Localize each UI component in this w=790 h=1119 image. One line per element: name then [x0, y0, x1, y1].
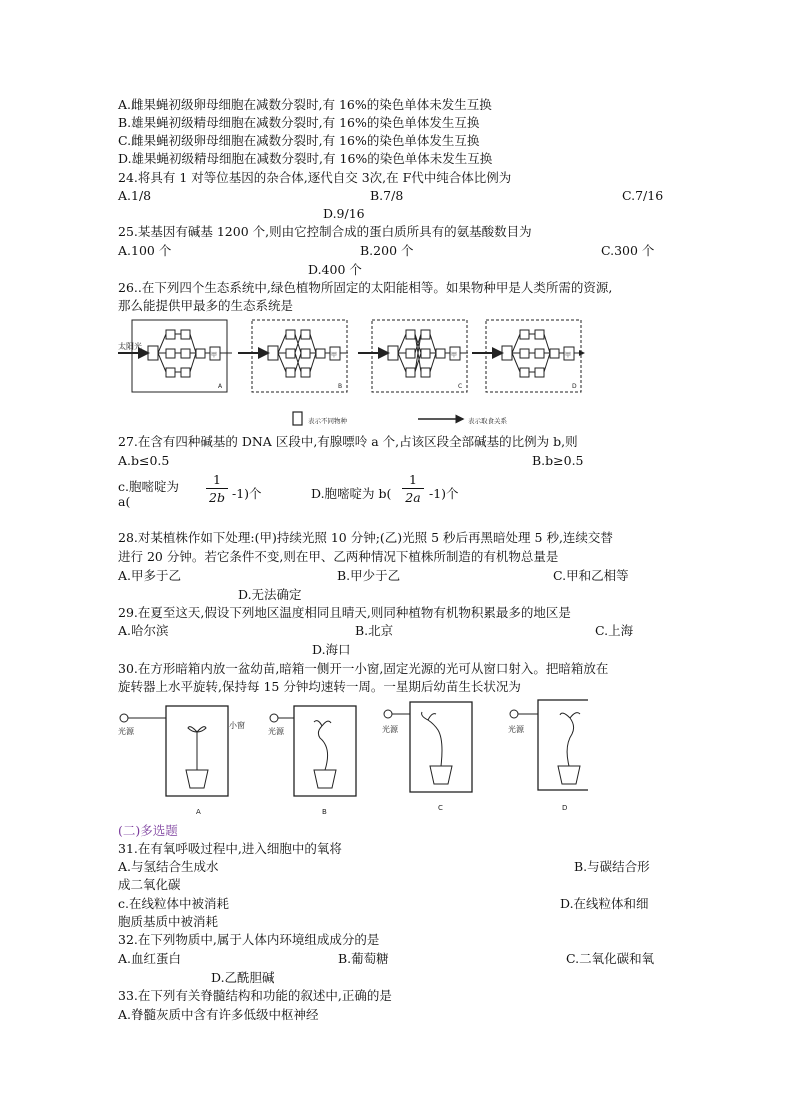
q27-option-d-fraction [402, 472, 424, 505]
q26-sun-label: 太阳光 [118, 342, 142, 351]
q28-option-b: B.甲少于乙 [337, 568, 401, 583]
q27-stem: 27.在含有四种碱基的 DNA 区段中,有腺嘌呤 a 个,占该区段全部碱基的比例为 b,则 [118, 434, 578, 449]
q28-option-a: A.甲多于乙 [118, 568, 182, 583]
q26-jia-label-c: 甲 [451, 352, 458, 359]
q31-stem: 31.在有氧呼吸过程中,进入细胞中的氧将 [118, 841, 342, 856]
q28-stem-1: 28.对某植株作如下处理:(甲)持续光照 10 分钟;(乙)光照 5 秒后再黑暗处理 5 秒,连续交替 [118, 530, 613, 545]
q27-option-c-paren: a( [118, 494, 131, 509]
q27-c-denominator: 2b [209, 490, 225, 505]
q30-light-label-a: 光源 [118, 727, 134, 736]
q31-option-c: c.在线粒体中被消耗 [118, 896, 229, 911]
q30-panel-label-a: A [196, 808, 201, 816]
q29-option-b: B.北京 [355, 623, 394, 638]
legend-arrow-label: 表示取食关系 [468, 417, 507, 425]
q25-option-a: A.100 个 [118, 243, 172, 258]
q30-panel-label-b: B [322, 808, 327, 816]
q30-panel-b [268, 706, 356, 816]
q23-option-c: C.雌果蝇初级卵母细胞在减数分裂时,有 16%的染色单体发生互换 [118, 133, 480, 148]
q30-panel-d [508, 700, 588, 812]
q30-panel-c [382, 702, 472, 812]
q32-stem: 32.在下列物质中,属于人体内环境组成成分的是 [118, 932, 380, 947]
q30-panel-a [118, 706, 245, 816]
q26-panel-label-a: A [218, 383, 223, 390]
q32-option-b: B.葡萄糖 [338, 951, 389, 966]
q29-option-a: A.哈尔滨 [118, 623, 169, 638]
q29-stem: 29.在夏至这天,假设下列地区温度相同且晴天,则同种植物有机物积累最多的地区是 [118, 605, 571, 620]
q25-option-b: B.200 个 [360, 243, 414, 258]
q32-option-d: D.乙酰胆碱 [211, 970, 275, 985]
q24-option-d: D.9/16 [323, 206, 365, 221]
q23-option-a: A.雌果蝇初级卵母细胞在减数分裂时,有 16%的染色单体未发生互换 [118, 97, 492, 112]
q27-option-d-suffix: -1)个 [429, 486, 459, 501]
q27-c-numerator: 1 [213, 472, 221, 487]
q23-option-d: D.雄果蝇初级精母细胞在减数分裂时,有 16%的染色单体未发生互换 [118, 151, 493, 166]
q30-window-label: 小窗 [229, 721, 245, 730]
q31-option-b-cont: 成二氧化碳 [118, 877, 181, 892]
q32-option-c: C.二氧化碳和氧 [566, 951, 655, 966]
q27-d-numerator: 1 [409, 472, 417, 487]
q30-stem-1: 30.在方形暗箱内放一盆幼苗,暗箱一侧开一小窗,固定光源的光可从窗口射入。把暗箱放在 [118, 661, 609, 676]
q31-option-a: A.与氢结合生成水 [118, 859, 219, 874]
q25-option-d: D.400 个 [308, 262, 362, 277]
q23-option-b: B.雄果蝇初级精母细胞在减数分裂时,有 16%的染色单体发生互换 [118, 115, 480, 130]
section-multiple-choice-heading: (二)多选题 [118, 823, 178, 838]
q28-option-c: C.甲和乙相等 [553, 568, 629, 583]
q28-stem-2: 进行 20 分钟。若它条件不变,则在甲、乙两种情况下植株所制造的有机物总量是 [118, 549, 559, 564]
q27-option-b: B.b≥0.5 [532, 453, 584, 468]
q28-option-d: D.无法确定 [238, 587, 302, 602]
q30-light-label-d: 光源 [508, 725, 524, 734]
q26-panel-d [472, 320, 584, 392]
q27-option-c-prefix: c.胞嘧啶为 [118, 479, 179, 494]
q31-option-d-cont: 胞质基质中被消耗 [118, 914, 219, 929]
q26-legend [293, 412, 508, 425]
q29-option-c: C.上海 [595, 623, 634, 638]
legend-box-label: 表示不同物种 [308, 417, 347, 425]
q24-option-a: A.1/8 [118, 188, 152, 203]
q26-panel-label-c: C [458, 383, 463, 390]
q24-option-c: C.7/16 [622, 188, 664, 203]
q30-panel-label-d: D [562, 804, 568, 812]
q33-stem: 33.在下列有关脊髓结构和功能的叙述中,正确的是 [118, 988, 392, 1003]
q24-stem: 24.将具有 1 对等位基因的杂合体,逐代自交 3次,在 F代中纯合体比例为 [118, 170, 512, 185]
q31-option-b: B.与碳结合形 [574, 859, 650, 874]
q27-option-d-prefix: D.胞嘧啶为 b( [311, 486, 392, 501]
q26-stem-2: 那么能提供甲最多的生态系统是 [118, 298, 294, 313]
q32-option-a: A.血红蛋白 [118, 951, 182, 966]
q30-light-label-c: 光源 [382, 725, 398, 734]
q29-option-d: D.海口 [312, 642, 351, 657]
q30-light-label-b: 光源 [268, 727, 284, 736]
q27-option-c-suffix: -1)个 [232, 486, 262, 501]
q26-panel-a [118, 320, 232, 392]
q26-jia-label-b: 甲 [331, 352, 338, 359]
q26-jia-label-d: 甲 [565, 352, 572, 359]
q26-stem-1: 26..在下列四个生态系统中,绿色植物所固定的太阳能相等。如果物种甲是人类所需的资源, [118, 280, 613, 295]
q26-panel-c [358, 320, 468, 392]
q30-seedling-figure [118, 698, 588, 820]
q25-stem: 25.某基因有碱基 1200 个,则由它控制合成的蛋白质所具有的氨基酸数目为 [118, 224, 532, 239]
q31-option-d: D.在线粒体和细 [560, 896, 649, 911]
q26-panel-label-d: D [572, 383, 577, 390]
q27-option-a: A.b≤0.5 [118, 453, 170, 468]
q33-option-a: A.脊髓灰质中含有许多低级中枢神经 [118, 1007, 319, 1022]
q27-d-denominator: 2a [405, 490, 421, 505]
q26-panel-label-b: B [338, 383, 343, 390]
q26-food-web-figure [118, 315, 588, 430]
q26-panel-b [238, 320, 348, 392]
q26-jia-label-a: 甲 [211, 352, 218, 359]
q27-option-c-fraction [206, 472, 228, 505]
q24-option-b: B.7/8 [370, 188, 404, 203]
q25-option-c: C.300 个 [601, 243, 655, 258]
q30-panel-label-c: C [438, 804, 443, 812]
q30-stem-2: 旋转器上水平旋转,保持每 15 分钟均速转一周。一星期后幼苗生长状况为 [118, 679, 521, 694]
